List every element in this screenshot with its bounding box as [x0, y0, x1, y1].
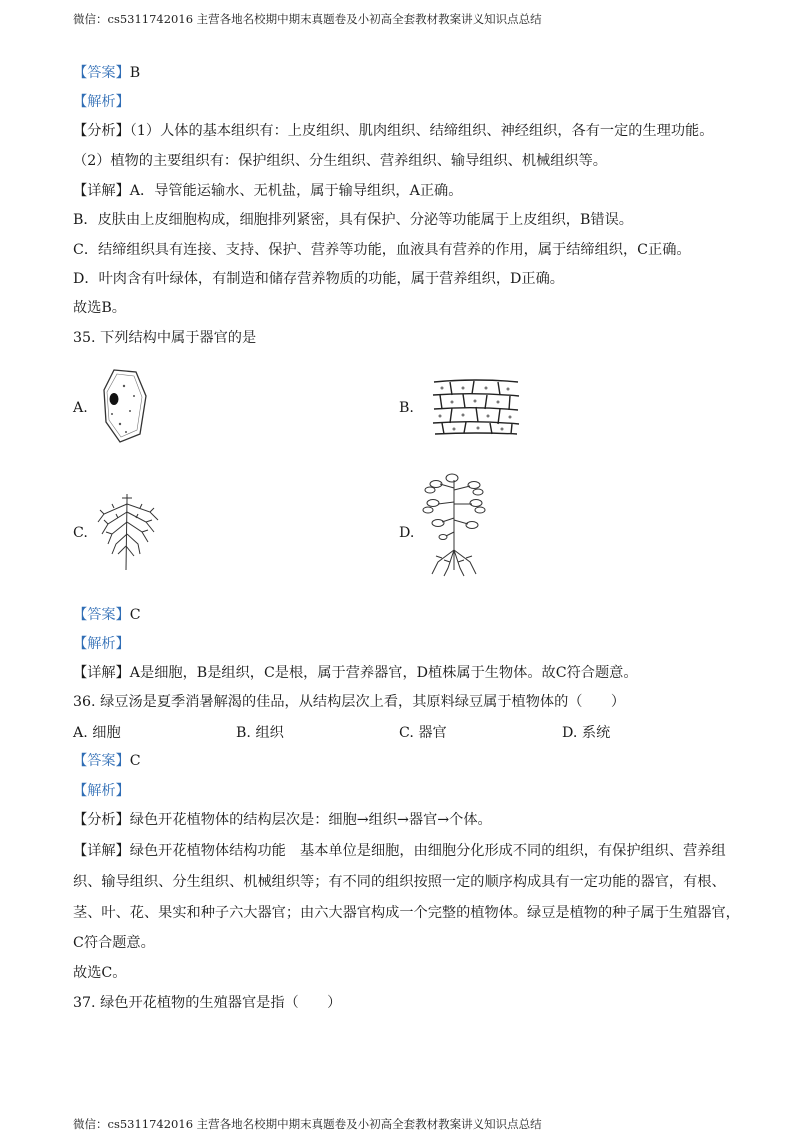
q36-detail-4: C符合题意。 — [73, 935, 155, 951]
answer-tag: 【答案】 — [73, 753, 130, 769]
analysis-tag: 【解析】 — [73, 636, 130, 652]
q34-detail-c: C．结缔组织具有连接、支持、保护、营养等功能，血液具有营养的作用，属于结缔组织，C正确。 — [73, 242, 691, 258]
detail-tag: 【详解】 — [73, 665, 130, 681]
q35-option-d-label: D. — [399, 525, 415, 541]
detail-text: A．导管能运输水、无机盐，属于输导组织，A正确。 — [129, 183, 463, 199]
q34-answer-line — [73, 63, 140, 83]
fenxi-text: （1）人体的基本组织有：上皮组织、肌肉组织、结缔组织、神经组织，各有一定的生理功能。 — [129, 123, 714, 139]
q36-detail-2: 织、输导组织、分生组织、机械组织等；有不同的组织按照一定的顺序构成具有一定功能的器官，有根、 — [73, 874, 726, 890]
q36-choice-d: D. 系统 — [562, 725, 611, 741]
page-footer: 微信：cs5311742016 主营各地名校期中期末真题卷及小初高全套教材教案讲义知识点总结 — [73, 1117, 542, 1131]
q36-stem: 36. 绿豆汤是夏季消暑解渴的佳品，从结构层次上看，其原料绿豆属于植物体的（ ） — [73, 694, 626, 710]
q35-option-b-label: B. — [399, 400, 414, 416]
detail-text: A是细胞，B是组织，C是根，属于营养器官，D植株属于生物体。故C符合题意。 — [129, 665, 638, 681]
detail-text: 绿色开花植物体结构功能 基本单位是细胞，由细胞分化形成不同的组织，有保护组织、营养组 — [129, 843, 726, 859]
q36-detail-1 — [73, 841, 726, 861]
q35-figure-c-root — [94, 492, 164, 572]
q34-fenxi-2: （2）植物的主要组织有：保护组织、分生组织、营养组织、输导组织、机械组织等。 — [73, 153, 607, 169]
q35-detail — [73, 663, 638, 683]
analysis-tag: 【解析】 — [73, 783, 130, 799]
q36-conclusion: 故选C。 — [73, 965, 127, 981]
answer-value: B — [129, 65, 141, 81]
q36-fenxi — [73, 810, 492, 830]
q36-choice-a: A. 细胞 — [73, 725, 121, 741]
q35-option-c-label: C. — [73, 525, 88, 541]
q34-detail-a — [73, 181, 462, 201]
q37-stem: 37. 绿色开花植物的生殖器官是指（ ） — [73, 995, 342, 1011]
q34-detail-d: D．叶肉含有叶绿体，有制造和储存营养物质的功能，属于营养组织，D正确。 — [73, 271, 564, 287]
fenxi-tag: 【分析】 — [73, 123, 130, 139]
q35-stem: 35. 下列结构中属于器官的是 — [73, 330, 257, 346]
q35-figure-b-tissue — [430, 378, 522, 436]
q35-figure-a-cell — [96, 366, 156, 446]
q35-answer-line — [73, 605, 141, 625]
answer-value: C — [129, 753, 141, 769]
q35-option-a-label: A. — [73, 400, 88, 416]
detail-tag: 【详解】 — [73, 843, 130, 859]
detail-tag: 【详解】 — [73, 183, 130, 199]
q35-figure-d-plant — [418, 470, 488, 578]
q36-choice-c: C. 器官 — [399, 725, 447, 741]
answer-tag: 【答案】 — [73, 607, 130, 623]
q34-detail-b: B．皮肤由上皮细胞构成，细胞排列紧密，具有保护、分泌等功能属于上皮组织，B错误。 — [73, 212, 633, 228]
analysis-tag: 【解析】 — [73, 94, 130, 110]
q34-fenxi-1 — [73, 121, 713, 141]
q36-choice-b: B. 组织 — [236, 725, 284, 741]
fenxi-text: 绿色开花植物体的结构层次是：细胞→组织→器官→个体。 — [129, 812, 492, 828]
q34-conclusion: 故选B。 — [73, 300, 126, 316]
answer-value: C — [129, 607, 141, 623]
answer-tag: 【答案】 — [73, 65, 130, 81]
q36-answer-line — [73, 751, 141, 771]
page-header: 微信：cs5311742016 主营各地名校期中期末真题卷及小初高全套教材教案讲义知识点总结 — [73, 12, 542, 26]
fenxi-tag: 【分析】 — [73, 812, 130, 828]
q36-detail-3: 茎、叶、花、果实和种子六大器官；由六大器官构成一个完整的植物体。绿豆是植物的种子属于生殖器官， — [73, 905, 740, 921]
